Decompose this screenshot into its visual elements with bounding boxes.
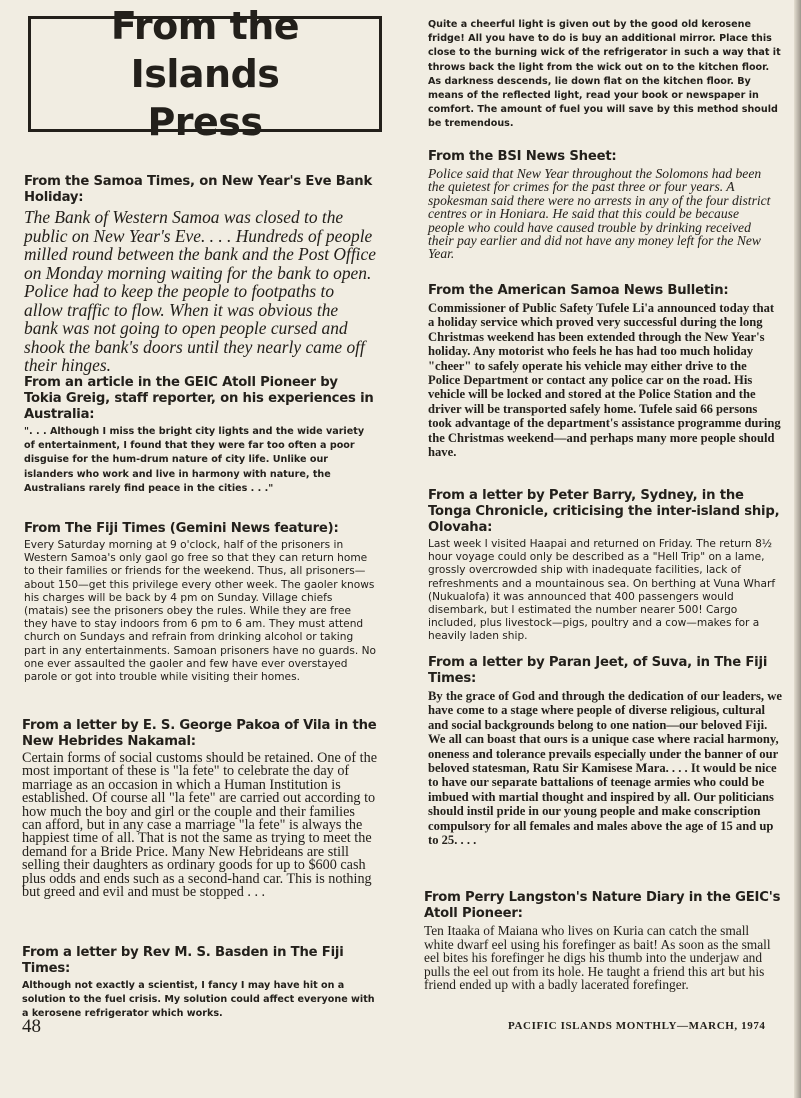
article-fiji-times-gemini [24, 521, 378, 684]
article-basden-letter [22, 945, 378, 1022]
article-paran-jeet-letter [428, 655, 782, 847]
article-samoa-times [24, 174, 376, 375]
masthead-box [28, 4, 382, 144]
page-number: 48 [22, 1016, 41, 1037]
article-body: The Bank of Western Samoa was closed to the public on New Year's Eve. . . . Hundreds of people milled round between the bank and the Post Office on Monday morning waiting for the bank to open. Police had to keep the people to footpaths to allow traffic to flow. When it was obvious the bank was not going to open people cursed and shook the bank's doors until they nearly came off their hinges. [24, 207, 376, 375]
article-nature-diary [424, 890, 782, 992]
article-american-samoa-bulletin [428, 283, 782, 459]
page-title: From the Islands Press [110, 4, 300, 144]
article-basden-continued [428, 18, 782, 132]
article-heading: From an article in the GEIC Atoll Pioneer by Tokia Greig, staff reporter, on his experiences in Australia: [24, 375, 374, 422]
article-body: Ten Itaaka of Maiana who lives on Kuria can catch the small white dwarf eel using his forefinger as bait! As soon as the small eel bites his forefinger he digs his thumb into the underjaw and pulls the eel out from its hole. He taught a friend this art but his friend ended up with a badly lacerated forefinger. [424, 923, 771, 993]
article-heading: From a letter by Rev M. S. Basden in The Fiji Times: [22, 945, 344, 976]
article-body: Commissioner of Public Safety Tufele Li'a announced today that a holiday service which proved very successful during the long Christmas weekend has been extended through the New Year's holiday. Any motorist who feels he has had too much holiday "cheer" to safely operate his vehicle may either drive to the Police Department or contact any police car on the road. His vehicle will be locked and stored at the Police Station and the driver will be transported safely home. Tufele said 66 persons took advantage of the department's assistance programme during the Christmas weekend—and perhaps many more people should have. [428, 301, 781, 460]
article-atoll-pioneer [24, 375, 376, 496]
article-bsi-news [428, 149, 778, 261]
article-body: Certain forms of social customs should be retained. One of the most important of these is "la fete" to celebrate the day of marriage as an occasion in which a Human Institution is established. Of course all "la fete" are carried out according to how much the boy and girl or the couple and their families can afford, but in any case a marriage "la fete" is always the happiest time of all. That is not the same as trying to meet the demand for a Bride Price. Many New Hebrideans are still selling their daughters as ordinary goods for up to $600 cash plus odds and ends such as a second-hand car. This is nothing but greed and evil and must be stopped . . . [22, 750, 377, 901]
article-tonga-chronicle-letter [428, 488, 782, 644]
article-heading: From a letter by Peter Barry, Sydney, in the Tonga Chronicle, criticising the inter-island ship, Olovaha: [428, 488, 780, 535]
article-heading: From a letter by E. S. George Pakoa of Vila in the New Hebrides Nakamal: [22, 718, 377, 749]
page-edge-shadow [794, 0, 801, 1098]
article-heading: From the American Samoa News Bulletin: [428, 283, 729, 298]
article-heading: From Perry Langston's Nature Diary in the GEIC's Atoll Pioneer: [424, 890, 781, 921]
article-body: Police said that New Year throughout the Solomons had been the quietest for crimes for the past three or four years. A spokesman said there were no arrests in any of the four district centres or in Honiara. He said that this could be because people who could have caused trouble by drinking received their pay earlier and did not have any money left for the New Year. [428, 166, 771, 262]
article-body: Although not exactly a scientist, I fancy I may have hit on a solution to the fuel crisis. My solution could affect everyone with a kerosene refrigerator which works. [22, 980, 375, 1020]
article-body: Every Saturday morning at 9 o'clock, half of the prisoners in Western Samoa's only gaol go free so that they can return home to their families or friends for the weekend. Thus, all prisoners—about 150—get this privilege every other week. The gaoler knows his charges will be back by 4 pm on Sunday. Village chiefs (matais) see the prisoners obey the rules. While they are free they have to stay indoors from 6 pm to 6 am. They must attend church on Sundays and refrain from drinking alcohol or taking part in any entertainments. Samoan prisoners have no guards. No one ever assaulted the gaoler and few have ever overstayed parole or got into trouble while visiting their homes. [24, 539, 376, 684]
article-body: By the grace of God and through the dedication of our leaders, we have come to a stage where people of diverse religious, cultural and social backgrounds belong to one nation—our beloved Fiji. We all can boast that ours is a unique case where racial harmony, oneness and tolerance prevails especially under the banner of our beloved statesman, Ratu Sir Kamisese Mara. . . . It would be nice to have our separate battalions of teenage armies who could be imbued with martial thought and inspired by all. Our politicians should instil pride in our young people and make conscription compulsory for all females and males above the age of 15 and up to 25. . . . [428, 689, 782, 848]
article-heading: From the Samoa Times, on New Year's Eve Bank Holiday: [24, 174, 373, 205]
publication-footer: PACIFIC ISLANDS MONTHLY—MARCH, 1974 [508, 1020, 766, 1032]
article-body: Quite a cheerful light is given out by the good old kerosene fridge! All you have to do is buy an additional mirror. Place this close to the burning wick of the refrigerator in such a way that it throws back the light from the wick out on to the kitchen floor. As darkness descends, lie down flat on the kitchen floor. By means of the reflected light, read your book or newspaper in comfort. The amount of fuel you will save by this method should be tremendous. [428, 19, 781, 130]
article-heading: From the BSI News Sheet: [428, 149, 617, 164]
article-body: ". . . Although I miss the bright city lights and the wide variety of entertainment, I found that they were far too often a poor disguise for the hum-drum nature of city life. Unlike our islanders who work and live in harmony with nature, the Australians rarely find peace in the cities . . ." [24, 426, 365, 494]
article-heading: From a letter by Paran Jeet, of Suva, in The Fiji Times: [428, 655, 768, 686]
article-heading: From The Fiji Times (Gemini News feature): [24, 521, 339, 536]
article-nakamal-letter [22, 718, 378, 899]
article-body: Last week I visited Haapai and returned on Friday. The return 8½ hour voyage could only be described as a "Hell Trip" on a lame, grossly overcrowded ship with inadequate facilities, lack of refreshments and a mountainous sea. On berthing at Vuna Wharf (Nukualofa) it was announced that 400 passengers would disembark, but I estimated the number nearer 500! Cargo included, plus livestock—pigs, poultry and a cow—makes for a heavily laden ship. [428, 538, 776, 643]
